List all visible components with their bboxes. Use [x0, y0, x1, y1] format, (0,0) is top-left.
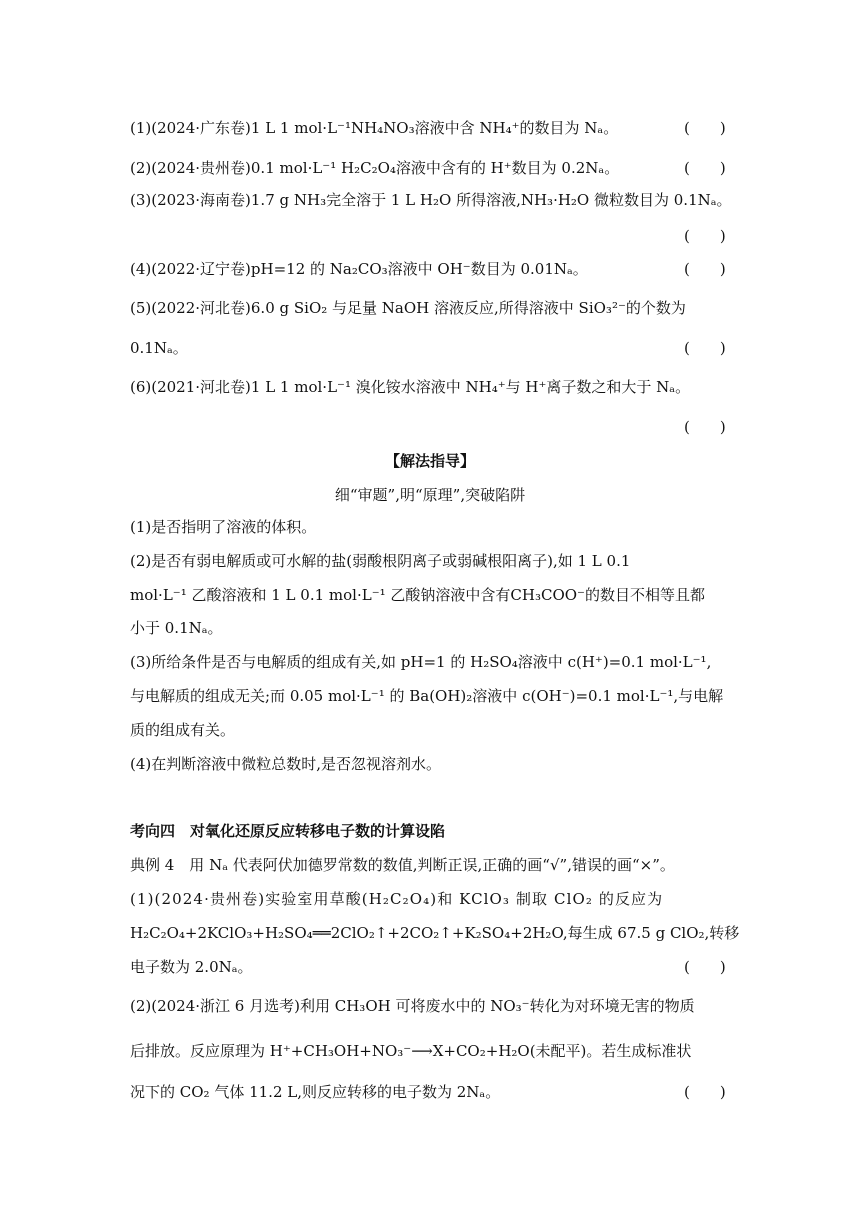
answer-blank-3: ( )	[684, 227, 726, 245]
question-4-text: (4)(2022·辽宁卷)pH=12 的 Na₂CO₃溶液中 OH⁻数目为 0.01Nₐ。	[130, 260, 588, 278]
question-1-text: (1)(2024·广东卷)1 L 1 mol·L⁻¹NH₄NO₃溶液中含 NH₄⁺的数目为 Nₐ。	[130, 119, 619, 137]
guide-item-2-line2: mol·L⁻¹ 乙酸溶液和 1 L 0.1 mol·L⁻¹ 乙酸钠溶液中含有CH₃COO⁻的数目不相等且都	[130, 586, 705, 604]
guide-item-1: (1)是否指明了溶液的体积。	[130, 518, 317, 536]
guide-item-2-line1: (2)是否有弱电解质或可水解的盐(弱酸根阴离子或弱碱根阳离子),如 1 L 0.1	[130, 552, 631, 570]
guide-item-3-line3: 质的组成有关。	[130, 721, 236, 739]
answer-blank-4: ( )	[684, 260, 726, 278]
answer-blank-2: ( )	[684, 159, 726, 177]
example-question-1-line1: (1)(2024·贵州卷)实验室用草酸(H₂C₂O₄)和 KClO₃ 制取 ClO₂ 的反应为	[130, 890, 664, 908]
question-2-text: (2)(2024·贵州卷)0.1 mol·L⁻¹ H₂C₂O₄溶液中含有的 H⁺数目为 0.2Nₐ。	[130, 159, 620, 177]
guide-item-4: (4)在判断溶液中微粒总数时,是否忽视溶剂水。	[130, 755, 442, 773]
question-5-text-line1: (5)(2022·河北卷)6.0 g SiO₂ 与足量 NaOH 溶液反应,所得溶液中 SiO₃²⁻的个数为	[130, 299, 686, 317]
example-4-intro: 典例 4 用 Nₐ 代表阿伏加德罗常数的数值,判断正误,正确的画“√”,错误的画“×”。	[130, 856, 675, 874]
answer-blank-5: ( )	[684, 339, 726, 357]
example-question-2-line2: 后排放。反应原理为 H⁺+CH₃OH+NO₃⁻⟶X+CO₂+H₂O(未配平)。若生成标准状	[130, 1042, 692, 1060]
guide-subheading: 细“审题”,明“原理”,突破陷阱	[334, 486, 526, 504]
question-3-text: (3)(2023·海南卷)1.7 g NH₃完全溶于 1 L H₂O 所得溶液,NH₃·H₂O 微粒数目为 0.1Nₐ。	[130, 191, 732, 209]
answer-blank-6: ( )	[684, 418, 726, 436]
guide-item-3-line1: (3)所给条件是否与电解质的组成有关,如 pH=1 的 H₂SO₄溶液中 c(H⁺)=0.1 mol·L⁻¹,	[130, 653, 712, 671]
example-question-2-line1: (2)(2024·浙江 6 月选考)利用 CH₃OH 可将废水中的 NO₃⁻转化为对环境无害的物质	[130, 997, 695, 1015]
question-6-text: (6)(2021·河北卷)1 L 1 mol·L⁻¹ 溴化铵水溶液中 NH₄⁺与 H⁺离子数之和大于 Nₐ。	[130, 378, 691, 396]
section-title: 考向四 对氧化还原反应转移电子数的计算设陷	[130, 822, 446, 840]
guide-item-2-line3: 小于 0.1Nₐ。	[130, 619, 223, 637]
answer-blank-1: ( )	[684, 119, 726, 137]
guide-item-3-line2: 与电解质的组成无关;而 0.05 mol·L⁻¹ 的 Ba(OH)₂溶液中 c(OH⁻)=0.1 mol·L⁻¹,与电解	[130, 687, 724, 705]
guide-heading: 【解法指导】	[384, 452, 475, 470]
example-answer-blank-2: ( )	[684, 1083, 726, 1101]
example-question-1-line3: 电子数为 2.0Nₐ。	[130, 958, 253, 976]
example-answer-blank-1: ( )	[684, 958, 726, 976]
question-5-text-line2: 0.1Nₐ。	[130, 339, 188, 357]
example-question-2-line3: 况下的 CO₂ 气体 11.2 L,则反应转移的电子数为 2Nₐ。	[130, 1083, 501, 1101]
example-question-1-line2: H₂C₂O₄+2KClO₃+H₂SO₄══2ClO₂↑+2CO₂↑+K₂SO₄+2H₂O,每生成 67.5 g ClO₂,转移	[130, 924, 740, 942]
